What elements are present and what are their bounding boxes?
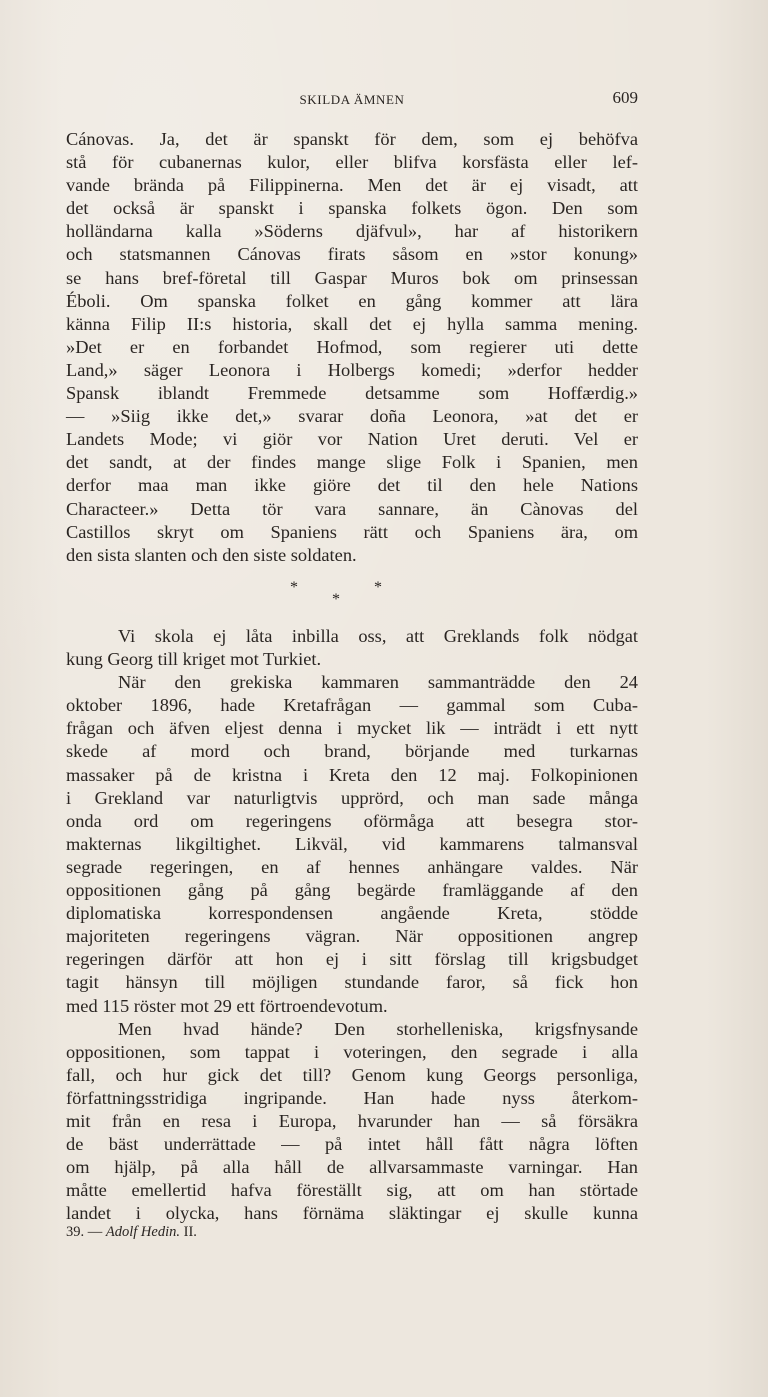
text-line: diplomatiska korrespondensen angående Kreta, stödde — [66, 903, 638, 924]
text-block-lower — [66, 625, 638, 1225]
paragraph-3 — [66, 671, 638, 1017]
text-line: holländarna kalla »Söderns djäfvul», har af historikern — [66, 221, 638, 242]
paragraph-1 — [66, 128, 638, 567]
footer-author: Adolf Hedin. — [105, 1224, 180, 1240]
text-line: den sista slanten och den siste soldaten. — [66, 544, 357, 565]
text-line: derfor maa man ikke giöre det til den hele Nations — [66, 475, 638, 496]
text-line: »Det er en forbandet Hofmod, som regierer uti dette — [66, 336, 638, 357]
text-line: måtte emellertid hafva föreställt sig, att om han störtade — [66, 1180, 638, 1201]
page-number: 609 — [612, 88, 638, 107]
text-line: frågan och äfven eljest denna i mycket lik — inträdt i ett nytt — [66, 718, 638, 739]
text-line: stå för cubanernas kulor, eller blifva korsfästa eller lef- — [66, 152, 638, 173]
text-line: landet i olycka, hans förnäma släktingar ej skulle kunna — [66, 1203, 638, 1224]
text-line: känna Filip II:s historia, skall det ej hylla samma mening. — [66, 313, 638, 334]
text-line: segrade regeringen, en af hennes anhängare valdes. När — [66, 856, 638, 877]
text-line: i Grekland var naturligtvis upprörd, och man sade många — [66, 787, 638, 808]
paragraph-2 — [66, 625, 638, 671]
footer-volume: II. — [183, 1224, 197, 1240]
text-line: mit från en resa i Europa, hvarunder han — så försäkra — [66, 1110, 638, 1131]
text-line: makternas likgiltighet. Likväl, vid kammarens talmansval — [66, 833, 638, 854]
text-line: Vi skola ej låta inbilla oss, att Greklands folk nödgat — [118, 626, 638, 646]
text-line: skede af mord och brand, börjande med turkarnas — [66, 741, 638, 762]
text-line: onda ord om regeringens oförmåga att besegra stor- — [66, 810, 638, 831]
page-footer — [66, 1224, 197, 1241]
footer-dash: — — [87, 1224, 103, 1240]
text-line: oktober 1896, hade Kretafrågan — gammal som Cuba- — [66, 695, 638, 716]
text-line: se hans bref-företal till Gaspar Muros bok om prinsessan — [66, 267, 638, 288]
text-line: Spansk iblandt Fremmede detsamme som Hoffærdig.» — [66, 383, 638, 404]
text-line: När den grekiska kammaren sammanträdde den 24 — [118, 672, 638, 693]
text-line: Men hvad hände? Den storhelleniska, krigsfnysande — [118, 1018, 638, 1039]
text-line: de bäst underrättade — på intet håll fått några löften — [66, 1134, 638, 1155]
text-block-upper — [66, 128, 638, 567]
asterisk: * — [374, 579, 382, 596]
text-line: kung Georg till kriget mot Turkiet. — [66, 649, 322, 670]
asterisk: * — [290, 579, 298, 596]
signature-number: 39. — [66, 1224, 85, 1240]
paragraph-4 — [66, 1018, 638, 1226]
text-line: Castillos skryt om Spaniens rätt och Spaniens ära, om — [66, 521, 638, 542]
text-line: Land,» säger Leonora i Holbergs komedi; »derfor hedder — [66, 359, 638, 380]
text-line: — »Siig ikke det,» svarar doña Leonora, »at det er — [66, 406, 638, 427]
text-line: det sandt, at der findes mange slige Folk i Spanien, men — [66, 452, 638, 473]
text-line: fall, och hur gick det till? Genom kung Georgs personliga, — [66, 1064, 638, 1085]
text-line: och statsmannen Cánovas firats såsom en »stor konung» — [66, 244, 638, 265]
text-line: om hjälp, på alla håll de allvarsammaste varningar. Han — [66, 1157, 638, 1178]
text-line: vande brända på Filippinerna. Men det är ej visadt, att — [66, 175, 638, 196]
text-line: massaker på de kristna i Kreta den 12 maj. Folkopinionen — [66, 764, 638, 785]
text-line: oppositionen, som tappat i voteringen, den segrade i alla — [66, 1041, 638, 1062]
page-header — [66, 88, 638, 112]
asterisk: * — [332, 591, 340, 608]
text-line: regeringen därför att hon ej i sitt förslag till krigsbudget — [66, 949, 638, 970]
section-separator — [260, 580, 420, 610]
text-line: majoriteten regeringens vägran. När oppositionen angrep — [66, 926, 638, 947]
text-line: Landets Mode; vi giör vor Nation Uret deruti. Vel er — [66, 429, 638, 450]
text-line: Éboli. Om spanska folket en gång kommer att lära — [66, 290, 638, 311]
text-line: tagit hänsyn till möjligen stundande faror, så fick hon — [66, 972, 638, 993]
text-line: med 115 röster mot 29 ett förtroendevotum. — [66, 995, 388, 1016]
text-line: Characteer.» Detta tör vara sannare, än Cànovas del — [66, 498, 638, 519]
text-line: det också är spanskt i spanska folkets ögon. Den som — [66, 198, 638, 219]
text-line: oppositionen gång på gång begärde framläggande af den — [66, 880, 638, 901]
running-title: SKILDA ÄMNEN — [299, 92, 405, 107]
text-line: Cánovas. Ja, det är spanskt för dem, som ej behöfva — [66, 129, 638, 149]
text-line: författningsstridiga ingripande. Han hade nyss återkom- — [66, 1087, 638, 1108]
